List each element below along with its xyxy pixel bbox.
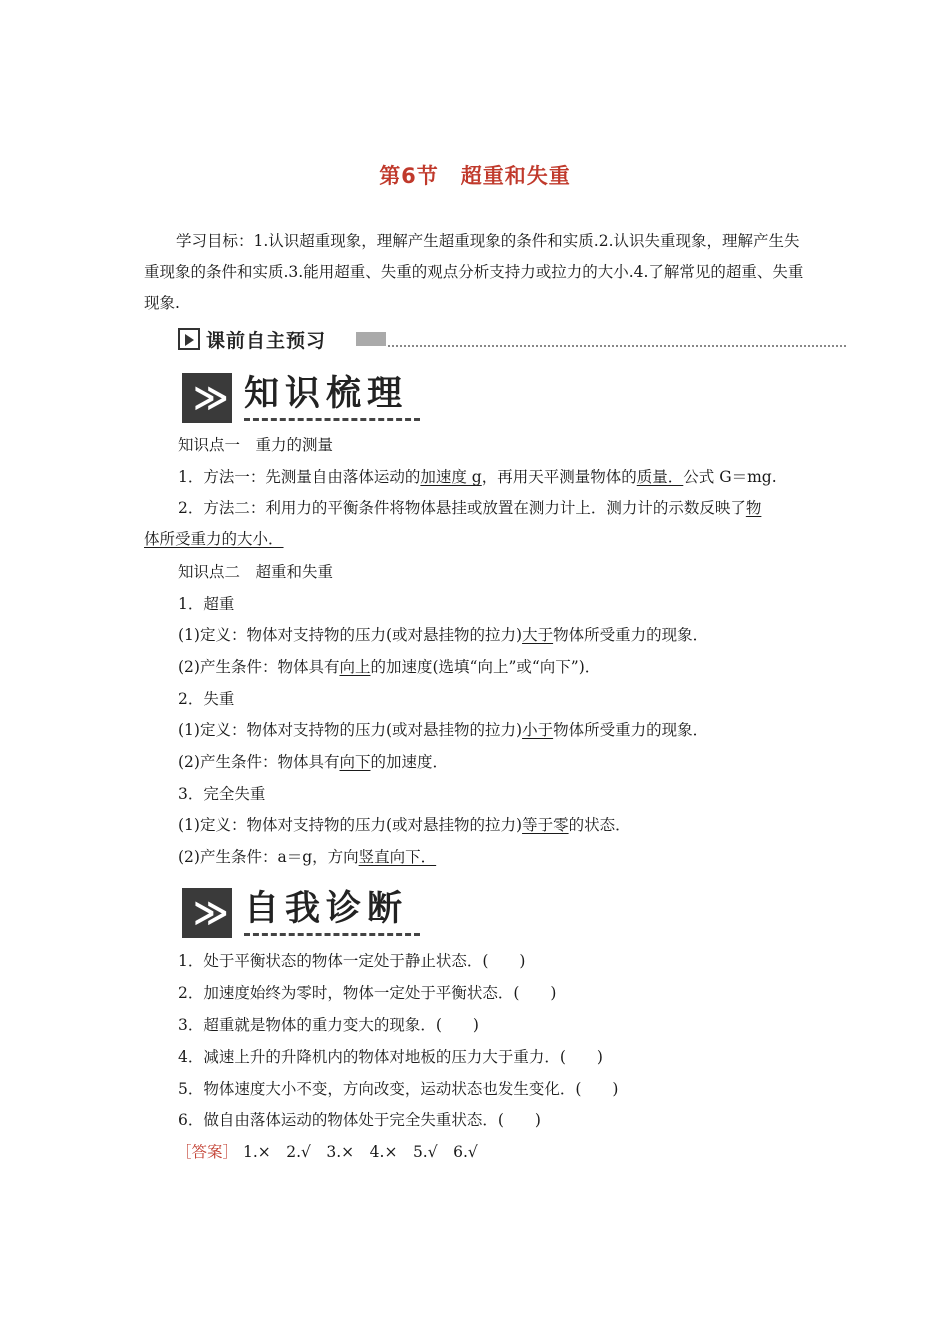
- complete-weightless-heading: 3．完全失重: [178, 785, 266, 803]
- weightless-definition: (1)定义：物体对支持物的压力(或对悬挂物的拉力)小于物体所受重力的现象．: [178, 721, 709, 739]
- complete-weightless-definition: (1)定义：物体对支持物的压力(或对悬挂物的拉力)等于零的状态．: [178, 816, 631, 834]
- diagnosis-item: 4．减速上升的升降机内的物体对地板的压力大于重力．( ): [178, 1048, 603, 1066]
- diagnosis-item: 2．加速度始终为零时，物体一定处于平衡状态．( ): [178, 984, 557, 1002]
- diagnosis-item: 3．超重就是物体的重力变大的现象．( ): [178, 1016, 479, 1034]
- diagnosis-item: 5．物体速度大小不变，方向改变，运动状态也发生变化．( ): [178, 1080, 619, 1098]
- complete-weightless-condition: (2)产生条件：a＝g，方向竖直向下．: [178, 848, 437, 866]
- answer-text: 1.× 2.√ 3.× 4.× 5.√ 6.√: [242, 1143, 478, 1161]
- banner-rule: [388, 345, 846, 347]
- learning-goals: 学习目标：1.认识超重现象，理解产生超重现象的条件和实质.2.认识失重现象，理解产生失重现象的条件和实质.3.能用超重、失重的观点分析支持力或拉力的大小.4.了解常见的超重、失重现象.: [144, 232, 804, 312]
- diagnosis-item: 1．处于平衡状态的物体一定处于静止状态．( ): [178, 952, 526, 970]
- overweight-definition: (1)定义：物体对支持物的压力(或对悬挂物的拉力)大于物体所受重力的现象．: [178, 626, 709, 644]
- knowledge-point-1-heading: 知识点一 重力的测量: [178, 436, 334, 454]
- section-dash: [244, 933, 420, 936]
- section-dash: [244, 418, 420, 421]
- preview-banner: [178, 326, 846, 352]
- banner-bar: [356, 332, 386, 346]
- page-title: 第6节 超重和失重: [379, 164, 571, 188]
- overweight-heading: 1．超重: [178, 595, 235, 613]
- diagnosis-item: 6．做自由落体运动的物体处于完全失重状态．( ): [178, 1111, 541, 1129]
- knowledge-point-2-heading: 知识点二 超重和失重: [178, 563, 334, 581]
- method-2: 2．方法二：利用力的平衡条件将物体悬挂或放置在测力计上．测力计的示数反映了物: [178, 499, 762, 517]
- overweight-condition: (2)产生条件：物体具有向上的加速度(选填“向上”或“向下”)．: [178, 658, 601, 676]
- banner-label: 课前自主预习: [206, 330, 327, 352]
- weightless-heading: 2．失重: [178, 690, 235, 708]
- section-diagnosis-header: [182, 888, 422, 940]
- method-2-cont: 体所受重力的大小．: [144, 530, 284, 548]
- weightless-condition: (2)产生条件：物体具有向下的加速度．: [178, 753, 448, 771]
- answer-tag: ［答案］: [176, 1143, 239, 1161]
- section-title: 自我诊断: [244, 889, 409, 929]
- chevron-icon: ≫: [182, 888, 232, 938]
- answer-line: [176, 1142, 478, 1162]
- arrow-box-icon: [178, 328, 200, 350]
- chevron-icon: ≫: [182, 373, 232, 423]
- section-title: 知识梳理: [244, 374, 409, 414]
- section-knowledge-header: [182, 373, 422, 425]
- method-1: 1．方法一：先测量自由落体运动的加速度 g，再用天平测量物体的质量．公式 G＝mg.: [178, 468, 777, 486]
